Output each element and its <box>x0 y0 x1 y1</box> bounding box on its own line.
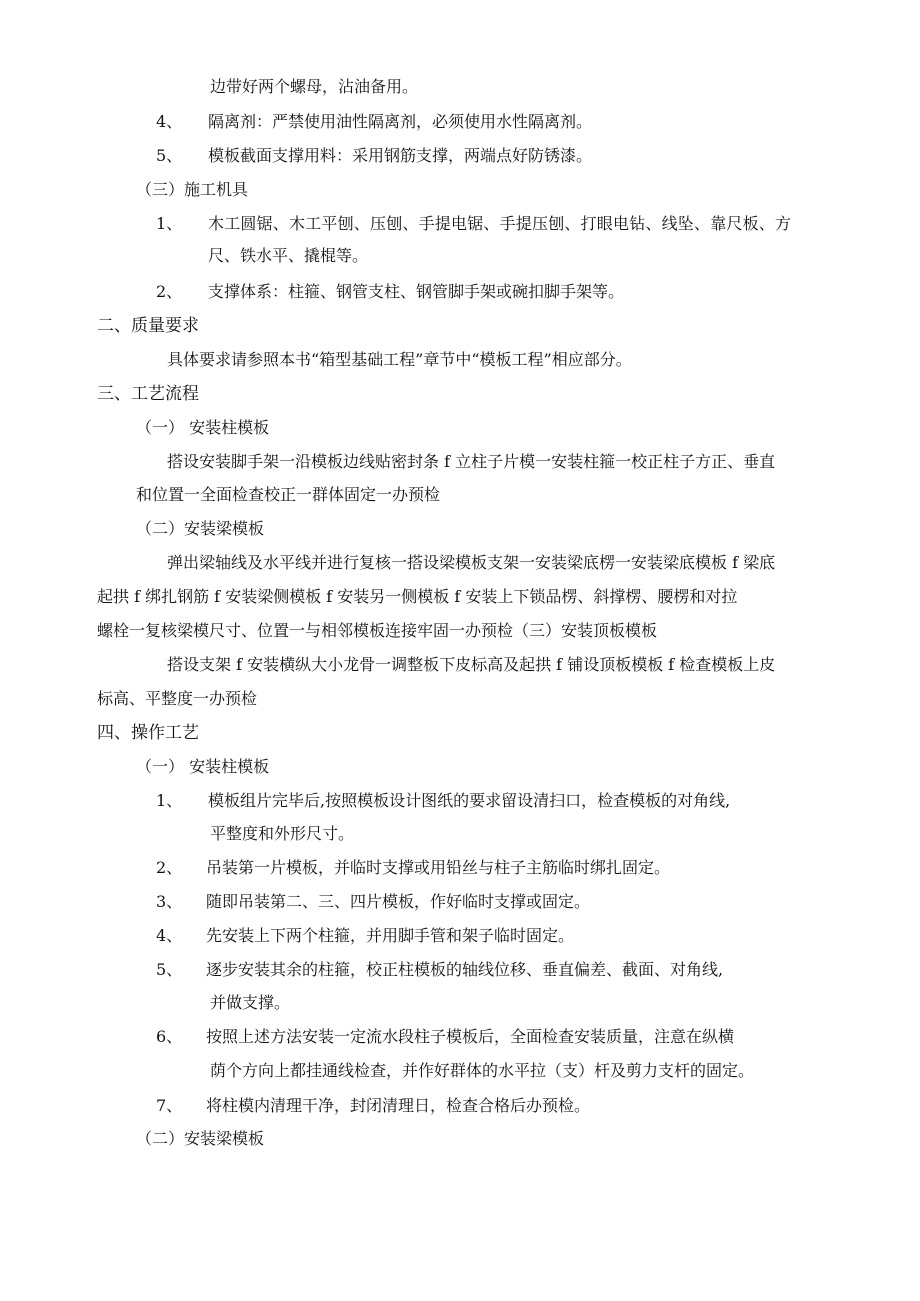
paragraph-line: 弹出梁轴线及水平线并进行复核一搭设梁模板支架一安装梁底楞一安装梁底模板 f 梁底 <box>167 553 776 572</box>
section-heading: 三、工艺流程 <box>97 384 199 404</box>
list-item-text: 荫个方向上都挂通线检查，并作好群体的水平拉（支）杆及剪力支杆的固定。 <box>210 1061 755 1080</box>
list-item-text: 支撑体系：柱箍、钢管支柱、钢管脚手架或碗扣脚手架等。 <box>208 282 625 301</box>
paragraph-line: 标高、平整度一办预检 <box>97 689 258 708</box>
list-item-text: 木工圆锯、木工平刨、压刨、手提电锯、手提压刨、打眼电钻、线坠、靠尺板、方 <box>208 214 792 233</box>
list-number: 1、 <box>156 214 183 233</box>
list-item-text: 先安装上下两个柱箍，并用脚手管和架子临时固定。 <box>206 926 575 945</box>
subsection-heading: （三）施工机具 <box>136 180 249 199</box>
paragraph-line: 搭设支架 f 安装横纵大小龙骨一调整板下皮标高及起拱 f 铺设顶板模板 f 检查模板上皮 <box>167 655 776 674</box>
list-number: 4、 <box>156 112 183 131</box>
list-number: 6、 <box>156 1027 183 1046</box>
list-number: 4、 <box>156 926 183 945</box>
list-number: 2、 <box>156 858 183 877</box>
subsection-heading: （一） 安装柱模板 <box>136 757 270 776</box>
list-number: 5、 <box>156 960 183 979</box>
list-number: 1、 <box>156 791 183 810</box>
list-item-text: 并做支撑。 <box>210 993 291 1012</box>
list-item-text: 吊装第一片模板，并临时支撑或用铅丝与柱子主筋临时绑扎固定。 <box>206 858 671 877</box>
paragraph-line: 搭设安装脚手架一沿模板边线贴密封条 f 立柱子片模一安装柱箍一校正柱子方正、垂直 <box>167 452 776 471</box>
section-heading: 四、操作工艺 <box>97 723 199 743</box>
paragraph-line: 边带好两个螺母，沾油备用。 <box>210 77 419 96</box>
list-number: 7、 <box>156 1096 183 1115</box>
section-heading: 二、质量要求 <box>97 316 199 336</box>
list-number: 2、 <box>156 282 183 301</box>
list-number: 5、 <box>156 146 183 165</box>
list-number: 3、 <box>156 892 183 911</box>
list-item-text: 隔离剂：严禁使用油性隔离剂，必须使用水性隔离剂。 <box>208 112 593 131</box>
paragraph-line: 起拱 f 绑扎钢筋 f 安装梁侧模板 f 安装另一侧模板 f 安装上下锁品楞、斜撑楞、腰楞和对拉 <box>97 587 738 606</box>
paragraph-line: 具体要求请参照本书“箱型基础工程”章节中“模板工程”相应部分。 <box>167 350 632 369</box>
subsection-heading: （二）安装梁模板 <box>136 1129 265 1148</box>
list-item-text: 逐步安装其余的柱箍，校正柱模板的轴线位移、垂直偏差、截面、对角线, <box>206 960 724 979</box>
list-item-text: 按照上述方法安装一定流水段柱子模板后，全面检查安装质量，注意在纵横 <box>206 1027 735 1046</box>
list-item-text: 模板组片完毕后,按照模板设计图纸的要求留设清扫口，检查模板的对角线, <box>208 791 731 810</box>
list-item-text: 模板截面支撑用料：采用钢筋支撑，两端点好防锈漆。 <box>208 146 593 165</box>
subsection-heading: （二）安装梁模板 <box>136 519 265 538</box>
list-item-text: 尺、铁水平、撬棍等。 <box>208 246 369 265</box>
list-item-text: 随即吊装第二、三、四片模板，作好临时支撑或固定。 <box>206 892 591 911</box>
paragraph-line: 螺栓一复核梁模尺寸、位置一与相邻模板连接牢固一办预检（三）安装顶板模板 <box>97 621 658 640</box>
subsection-heading: （一） 安装柱模板 <box>136 418 270 437</box>
paragraph-line: 和位置一全面检查校正一群体固定一办预检 <box>136 485 441 504</box>
list-item-text: 将柱模内清理干净，封闭清理日，检查合格后办预检。 <box>206 1096 591 1115</box>
list-item-text: 平整度和外形尺寸。 <box>210 824 355 843</box>
